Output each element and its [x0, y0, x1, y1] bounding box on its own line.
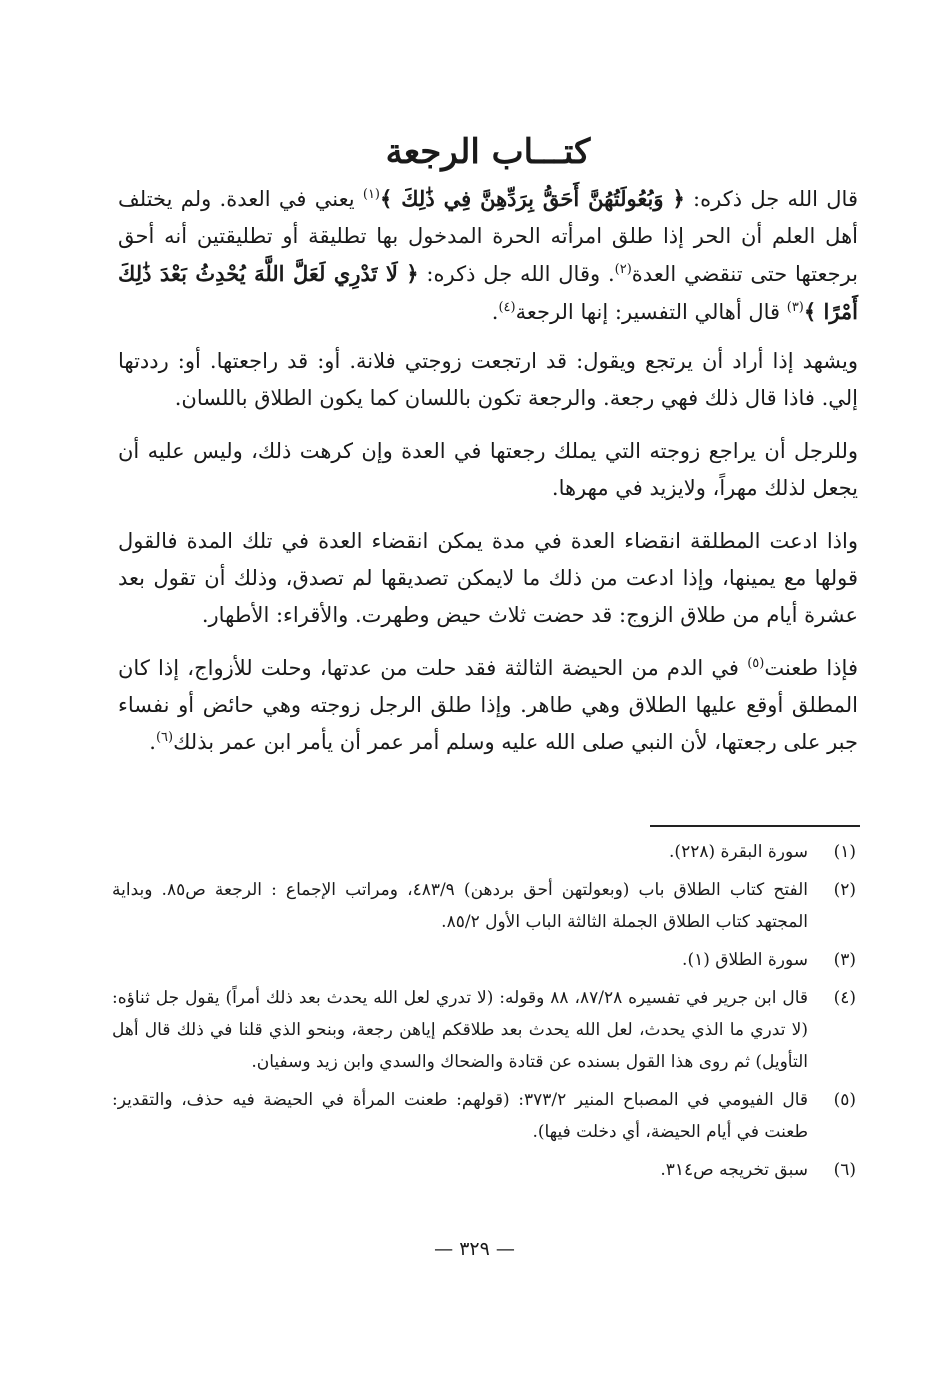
footnote-ref-2: (٢): [614, 262, 632, 277]
paragraph-5: فإذا طعنت$^{(٥)}$ في الدم من الحيضة الثالثة فقد حلت من عدتها، وحلت للأزواج، إذا كان المطلق أوقع عليها الطلاق وهي طاهر. وإذا طلق الرجل زوجته وهي حائض أو نفساء جبر على رجعتها، لأن النبي صلى الله عليه وسلم أمر عمر أن يأمر ابن عمر بذلك$^{(٦)}$.: [118, 656, 858, 754]
footnote-text: قال ابن جرير في تفسيره ٨٧/٢٨، ٨٨ وقوله: (لا تدري لعل الله يحدث بعد ذلك أمراً) يقول جل ثناؤه: (لا تدري ما الذي يحدث، لعل الله يحدث بعد طلاقكم إياهن رجعة، وبنحو الذي قلنا في ذلك قال أهل التأويل) ثم روى هذا القول بسنده عن قتادة والضحاك والسدي وابن زيد وسفيان.: [112, 988, 809, 1072]
footnote: [112, 1084, 856, 1148]
paragraph-2: ويشهد إذا أراد أن يرتجع ويقول: قد ارتجعت زوجتي فلانة. أو: قد راجعتها. أو: رددتها إلي. فاذا قال ذلك فهي رجعة. والرجعة تكون باللسان كما يكون الطلاق باللسان.: [118, 349, 858, 410]
footnote-text: سورة البقرة (٢٢٨).: [669, 842, 808, 862]
paragraph-3: وللرجل أن يراجع زوجته التي يملك رجعتها في العدة وإن كرهت ذلك، وليس عليه أن يجعل لذلك مهراً، ولايزيد في مهرها.: [118, 439, 858, 500]
page-number: — ٣٢٩ —: [434, 1238, 515, 1260]
main-text: [118, 132, 858, 777]
footnote-text: قال الفيومي في المصباح المنير ٣٧٣/٢: (قولهم: طعنت المرأة في الحيضة فيه حذف، والتقدير: طعنت في أيام الحيضة، أي دخلت فيها).: [112, 1090, 808, 1142]
footnotes: [112, 836, 856, 1192]
footnote: [112, 944, 856, 976]
footnote-ref-3: (٣): [786, 300, 804, 315]
footnote-ref-5: (٥): [747, 656, 765, 671]
paragraph-1: قال الله جل ذكره: ﴿ وَبُعُولَتُهُنَّ أَحَقُّ بِرَدِّهِنَّ فِي ذَٰلِكَ ﴾$^{(١)}$ يعني في العدة. ولم يختلف أهل العلم أن الحر إذا طلق امرأته الحرة المدخول بها تطليقة أو تطليقتين أنه أحق برجعتها حتى تنقضي العدة$^{(٢)}$. وقال الله جل ذكره: ﴿ لَا تَدْرِي لَعَلَّ اللَّهَ يُحْدِثُ بَعْدَ ذَٰلِكَ أَمْرًا ﴾$^{(٣)}$ قال أهالي التفسير: إنها الرجعة$^{(٤)}$.: [118, 186, 859, 324]
footnote-ref-4: (٤): [498, 300, 516, 315]
footnote-separator: [650, 825, 860, 827]
footnote: [112, 982, 856, 1078]
footnote-number: (٤): [833, 988, 856, 1008]
footnote-number: (٣): [833, 950, 856, 970]
footnote-number: (٢): [833, 880, 856, 900]
footnote: [112, 836, 856, 868]
footnote-text: سورة الطلاق (١).: [682, 950, 808, 970]
quran-verse-2: ﴿ لَا تَدْرِي لَعَلَّ اللَّهَ يُحْدِثُ بَعْدَ ذَٰلِكَ أَمْرًا ﴾: [118, 261, 858, 324]
footnote-number: (٦): [833, 1160, 856, 1180]
footnote-ref-6: (٦): [155, 730, 174, 745]
footnote-number: (١): [833, 842, 856, 862]
chapter-title: كتـــاب الرجعة: [385, 132, 591, 172]
footnote-ref-1: (١): [362, 187, 380, 202]
footnote-number: (٥): [833, 1090, 856, 1110]
footnote: [112, 1154, 856, 1186]
paragraph-4: واذا ادعت المطلقة انقضاء العدة في مدة يمكن انقضاء العدة في تلك المدة فالقول قولها مع يمينها، وإذا ادعت من ذلك ما لايمكن تصديقها لم تصدق، وذلك أن تقول بعد عشرة أيام من طلاق الزوج: قد حضت ثلاث حيض وطهرت. والأقراء: الأطهار.: [118, 529, 858, 627]
quran-verse-1: ﴿ وَبُعُولَتُهُنَّ أَحَقُّ بِرَدِّهِنَّ فِي ذَٰلِكَ ﴾: [380, 186, 685, 211]
footnote-text: الفتح كتاب الطلاق باب (وبعولتهن أحق بردهن) ٤٨٣/٩، ومراتب الإجماع : الرجعة ص٨٥. وبداية المجتهد كتاب الطلاق الجملة الثالثة الباب الأول ٨٥/٢.: [112, 880, 808, 932]
footnote-text: سبق تخريجه ص٣١٤.: [660, 1160, 808, 1180]
footnote: [112, 874, 856, 938]
